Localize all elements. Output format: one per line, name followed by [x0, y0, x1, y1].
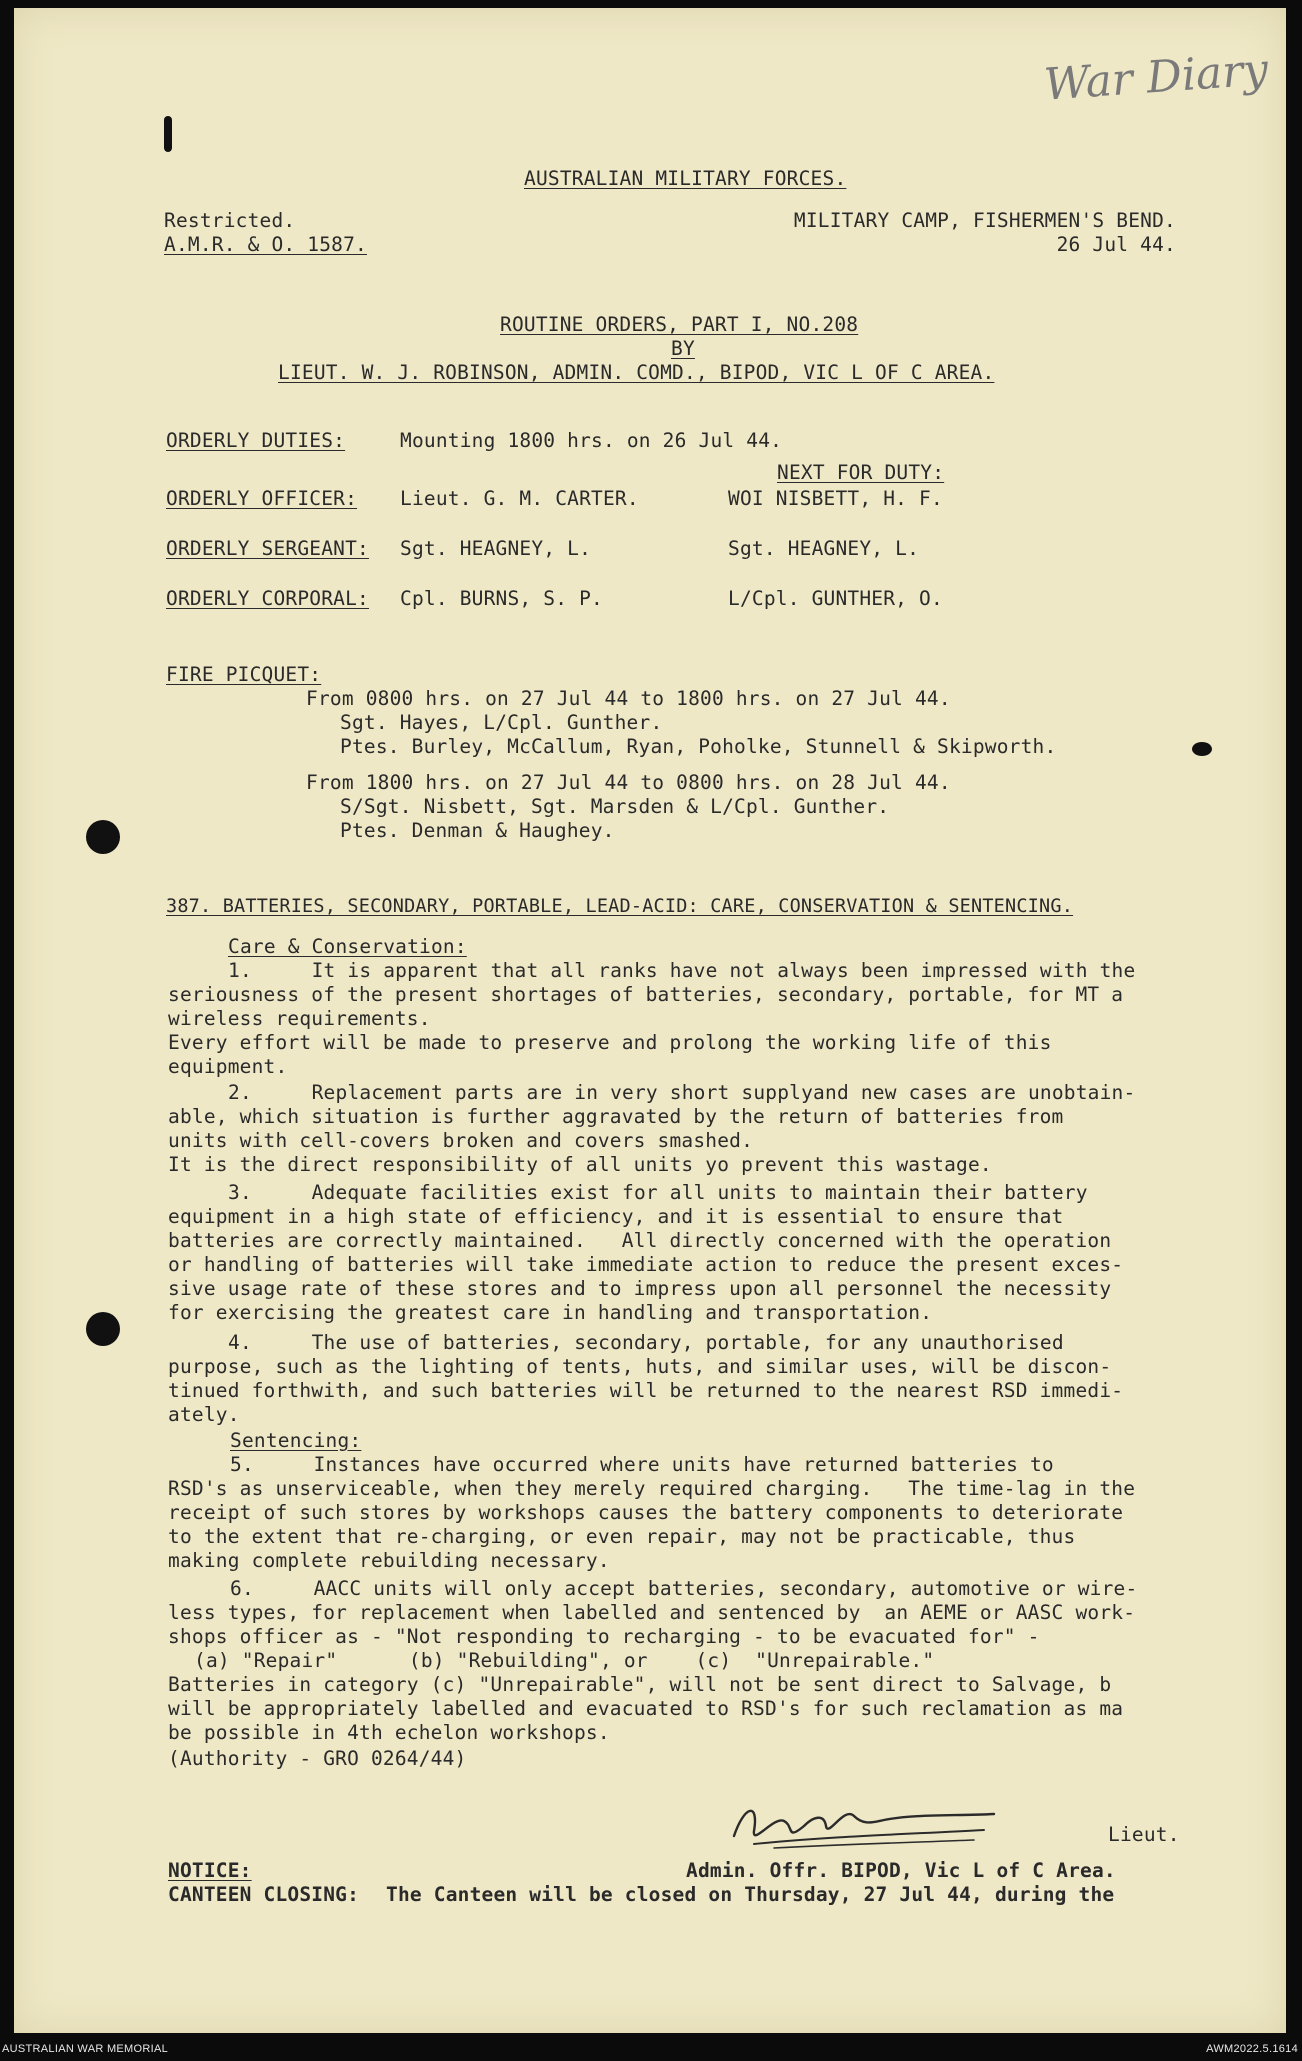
handwritten-note: War Diary — [1042, 44, 1270, 111]
document-page — [14, 8, 1286, 2033]
care-line: purpose, such as the lighting of tents, huts, and similar uses, will be discon- — [168, 1355, 1112, 1378]
header-location: MILITARY CAMP, FISHERMEN'S BEND. — [793, 209, 1176, 232]
orderly-corporal-current: Cpl. BURNS, S. P. — [400, 587, 603, 610]
signature-appointment: Admin. Offr. BIPOD, Vic L of C Area. — [686, 1859, 1116, 1882]
care-line: for exercising the greatest care in handling and transportation. — [168, 1301, 933, 1324]
orders-title-line2: BY — [671, 337, 695, 360]
care-line: 2. Replacement parts are in very short supplyand new cases are unobtain- — [228, 1081, 1136, 1104]
care-line: seriousness of the present shortages of batteries, secondary, portable, for MT a — [168, 983, 1124, 1006]
fire-picquet-line: Sgt. Hayes, L/Cpl. Gunther. — [340, 711, 663, 734]
sentencing-line: 5. Instances have occurred where units have returned batteries to — [230, 1453, 1054, 1476]
signature-image — [714, 1786, 1014, 1856]
punch-hole-bottom — [86, 1312, 120, 1346]
fire-picquet-line: Ptes. Denman & Haughey. — [340, 819, 615, 842]
orderly-sergeant-next: Sgt. HEAGNEY, L. — [728, 537, 920, 560]
signature-rank: Lieut. — [1108, 1823, 1180, 1846]
header-title: AUSTRALIAN MILITARY FORCES. — [524, 167, 847, 190]
header-date: 26 Jul 44. — [1056, 233, 1176, 256]
care-line: It is the direct responsibility of all units yo prevent this wastage. — [168, 1153, 992, 1176]
orderly-sergeant-current: Sgt. HEAGNEY, L. — [400, 537, 592, 560]
orders-title-line3: LIEUT. W. J. ROBINSON, ADMIN. COMD., BIPOD, VIC L OF C AREA. — [278, 361, 995, 384]
care-line: sive usage rate of these stores and to impress upon all personnel the necessity — [168, 1277, 1112, 1300]
sentencing-heading: Sentencing: — [230, 1429, 362, 1452]
orderly-officer-current: Lieut. G. M. CARTER. — [400, 487, 639, 510]
sentencing-line: will be appropriately labelled and evacuated to RSD's for such reclamation as ma — [168, 1697, 1124, 1720]
fire-picquet-line: S/Sgt. Nisbett, Sgt. Marsden & L/Cpl. Gunther. — [340, 795, 890, 818]
care-line: or handling of batteries will take immediate action to reduce the present exces- — [168, 1253, 1124, 1276]
canteen-text: The Canteen will be closed on Thursday, 27 Jul 44, during the — [386, 1883, 1115, 1906]
care-line: equipment in a high state of efficiency, and it is essential to ensure that — [168, 1205, 1064, 1228]
orderly-sergeant-label: ORDERLY SERGEANT: — [166, 537, 369, 560]
header-classification: Restricted. — [164, 209, 296, 232]
care-line: wireless requirements. — [168, 1007, 431, 1030]
sentencing-line: Batteries in category (c) "Unrepairable", will not be sent direct to Salvage, b — [168, 1673, 1112, 1696]
notice-label: NOTICE: — [168, 1859, 252, 1882]
care-line: 4. The use of batteries, secondary, portable, for any unauthorised — [228, 1331, 1064, 1354]
care-line: ately. — [168, 1403, 240, 1426]
orderly-corporal-next: L/Cpl. GUNTHER, O. — [728, 587, 943, 610]
care-line: 1. It is apparent that all ranks have not always been impressed with the — [228, 959, 1136, 982]
punch-hole-top — [86, 820, 120, 854]
care-line: units with cell-covers broken and covers smashed. — [168, 1129, 754, 1152]
sentencing-line: 6. AACC units will only accept batteries, secondary, automotive or wire- — [230, 1577, 1138, 1600]
tear-mark — [1192, 742, 1212, 756]
header-reference: A.M.R. & O. 1587. — [164, 233, 367, 256]
care-line: 3. Adequate facilities exist for all units to maintain their battery — [228, 1181, 1088, 1204]
care-line: batteries are correctly maintained. All directly concerned with the operation — [168, 1229, 1112, 1252]
order-387-heading: 387. BATTERIES, SECONDARY, PORTABLE, LEAD-ACID: CARE, CONSERVATION & SENTENCING. — [166, 896, 1074, 917]
fire-picquet-line: From 0800 hrs. on 27 Jul 44 to 1800 hrs. on 27 Jul 44. — [306, 687, 951, 710]
fire-picquet-label: FIRE PICQUET: — [166, 663, 322, 686]
orders-title-line1: ROUTINE ORDERS, PART I, NO.208 — [500, 313, 859, 336]
sentencing-line: be possible in 4th echelon workshops. — [168, 1721, 610, 1744]
orderly-duties-label: ORDERLY DUTIES: — [166, 429, 346, 452]
care-line: Every effort will be made to preserve and prolong the working life of this — [168, 1031, 1052, 1054]
sentencing-line: to the extent that re-charging, or even repair, may not be practicable, thus — [168, 1525, 1076, 1548]
orderly-corporal-label: ORDERLY CORPORAL: — [166, 587, 369, 610]
orderly-officer-label: ORDERLY OFFICER: — [166, 487, 358, 510]
care-line: able, which situation is further aggravated by the return of batteries from — [168, 1105, 1064, 1128]
next-for-duty-label: NEXT FOR DUTY: — [777, 461, 945, 484]
care-line: equipment. — [168, 1055, 288, 1078]
orderly-officer-next: WOI NISBETT, H. F. — [728, 487, 943, 510]
sentencing-line: RSD's as unserviceable, when they merely required charging. The time-lag in the — [168, 1477, 1136, 1500]
sentencing-line: less types, for replacement when labelled and sentenced by an AEME or AASC work- — [168, 1601, 1136, 1624]
sentencing-line: receipt of such stores by workshops causes the battery components to deteriorate — [168, 1501, 1124, 1524]
fire-picquet-line: Ptes. Burley, McCallum, Ryan, Poholke, Stunnell & Skipworth. — [340, 735, 1057, 758]
staple-mark — [164, 116, 172, 152]
canteen-label: CANTEEN CLOSING: — [168, 1883, 360, 1906]
care-heading: Care & Conservation: — [228, 935, 467, 958]
sentencing-line: making complete rebuilding necessary. — [168, 1549, 610, 1572]
orderly-duties-mounting: Mounting 1800 hrs. on 26 Jul 44. — [400, 429, 783, 452]
footer-right: AWM2022.5.1614 — [1206, 2043, 1298, 2055]
sentencing-line: (Authority - GRO 0264/44) — [168, 1747, 467, 1770]
sentencing-line: shops officer as - "Not responding to recharging - to be evacuated for" - — [168, 1625, 1040, 1648]
fire-picquet-line: From 1800 hrs. on 27 Jul 44 to 0800 hrs. on 28 Jul 44. — [306, 771, 951, 794]
care-line: tinued forthwith, and such batteries will be returned to the nearest RSD immedi- — [168, 1379, 1124, 1402]
footer-left: AUSTRALIAN WAR MEMORIAL — [2, 2043, 169, 2055]
sentencing-line: (a) "Repair" (b) "Rebuilding", or (c) "Unrepairable." — [194, 1649, 935, 1672]
